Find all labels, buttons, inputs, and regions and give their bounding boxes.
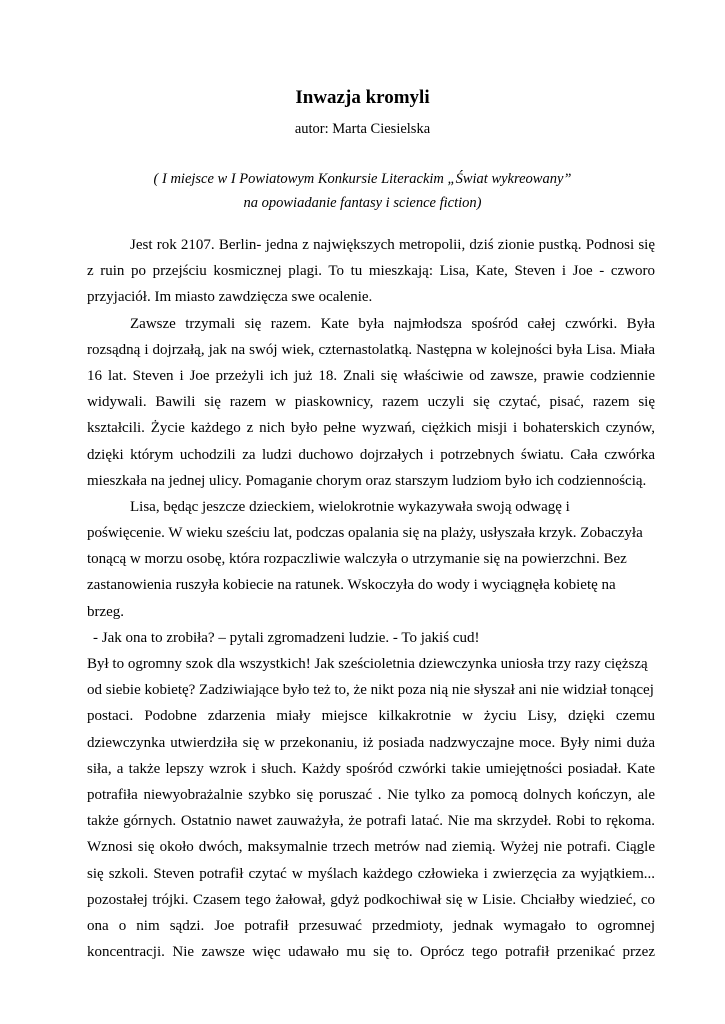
text-line: Był to ogromny szok dla wszystkich! Jak sześcioletnia dziewczynka uniosła trzy razy cięższą: [87, 656, 648, 672]
text-line: poświęcenie. W wieku sześciu lat, podczas opalania się na plaży, usłyszała krzyk. Zobaczyła: [87, 525, 643, 542]
text-line: tonącą w morzu osobę, która rozpaczliwie walczyła o utrzymanie się na powierzchni. Bez: [87, 551, 627, 568]
text-line: przyjaciół. Im miasto zawdzięcza swe ocalenie.: [87, 289, 373, 306]
text-line: ona o nim sądzi. Joe potrafił przesuwać przedmioty, jednak wymagało to ogromnej: [87, 917, 655, 934]
text-line: koncentracji. Nie zawsze więc udawało mu się to. Oprócz tego potrafił przenikać przez: [87, 944, 655, 961]
text-line: dzięki którym uchodzili za ludzi duchowo dojrzałych i potrzebnych światu. Cała czwórka: [87, 446, 655, 463]
document-title: Inwazja kromyli: [295, 87, 430, 108]
award-note-line-2: na opowiadanie fantasy i science fiction): [243, 195, 482, 211]
award-note-line-1: ( I miejsce w I Powiatowym Konkursie Literackim „Świat wykreowany”: [153, 171, 572, 187]
text-line: widywali. Bawili się razem w piaskownicy, razem uczyli się czytać, pisać, razem się: [87, 394, 655, 411]
text-line: Zawsze trzymali się razem. Kate była najmłodsza spośród całej czwórki. Była: [130, 315, 655, 332]
text-line: także górnych. Ostatnio nawet zauważyła, że potrafi latać. Nie ma skrzydeł. Robi to rękoma.: [87, 813, 655, 830]
text-line: Wznosi się około dwóch, maksymalnie trzech metrów nad ziemią. Wyżej nie potrafi. Ciągle: [87, 839, 655, 856]
text-line: Jest rok 2107. Berlin- jedna z największych metropolii, dziś zionie pustką. Podnosi się: [130, 237, 655, 253]
text-line: potrafiła niewyobrażalnie szybko się poruszać . Nie tylko za pomocą dolnych kończyn, ale: [87, 786, 655, 803]
text-line: rozsądną i dojrzałą, jak na swój wiek, czternastolatką. Następna w kolejności była Lisa. Miała: [87, 341, 655, 358]
text-line: mieszkała na jednej ulicy. Pomaganie chorym oraz starszym ludziom było ich codziennością.: [87, 472, 647, 489]
text-line: postaci. Podobne zdarzenia miały miejsce kilkakrotnie w życiu Lisy, dzięki czemu: [87, 708, 655, 725]
text-line: kształcili. Życie każdego z nich było pełne wyzwań, ciężkich misji i bohaterskich czynów,: [87, 420, 655, 437]
text-line: pozostałej trójki. Czasem tego żałował, gdyż podkochiwał się w Lisie. Chciałby wiedzieć, co: [87, 891, 655, 908]
text-line: brzeg.: [87, 603, 125, 620]
text-line: z ruin po przejściu kosmicznej plagi. To tu mieszkają: Lisa, Kate, Steven i Joe - czworo: [87, 263, 655, 280]
text-line: się szkoli. Steven potrafił czytać w myślach każdego człowieka i zwierzęcia za wyjątkiem...: [87, 865, 655, 882]
text-line: - Jak ona to zrobiła? – pytali zgromadzeni ludzie. - To jakiś cud!: [93, 629, 480, 646]
story-body: [87, 232, 655, 965]
text-line: Lisa, będąc jeszcze dzieckiem, wielokrotnie wykazywała swoją odwagę i: [130, 498, 570, 515]
text-line: dziewczynka utwierdziła się w przekonaniu, iż posiada nadzwyczajne moce. Były nimi duża: [87, 734, 655, 751]
text-line: od siebie kobietę? Zadziwiające było też to, że nikt poza nią nie słyszał ani nie widział tonącej: [87, 682, 654, 699]
document-author: autor: Marta Ciesielska: [294, 121, 431, 137]
text-line: 16 lat. Steven i Joe przeżyli ich już 18. Znali się właściwie od zawsze, prawie codziennie: [87, 367, 655, 384]
text-line: zastanowienia ruszyła kobiecie na ratunek. Wskoczyła do wody i wyciągnęła kobietę na: [87, 577, 616, 594]
text-line: siła, a także lepszy wzrok i słuch. Każdy spośród czwórki takie umiejętności posiadał. Kate: [87, 760, 655, 777]
